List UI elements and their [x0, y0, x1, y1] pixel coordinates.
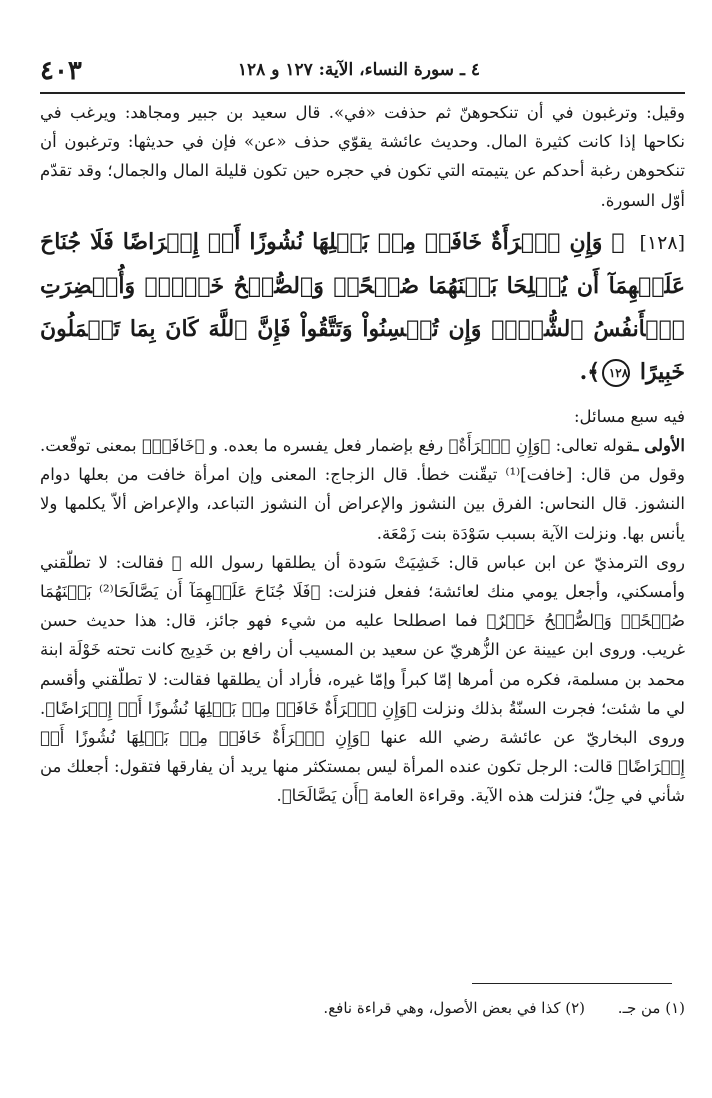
footnote-1: (١) من جـ. — [617, 999, 685, 1017]
page-number: ٤٠٣ — [40, 56, 82, 86]
footnote-divider — [472, 983, 672, 984]
verse-number: [١٢٨] — [639, 231, 685, 254]
issue-lead: الأولى ـ — [633, 436, 685, 456]
page-header — [40, 52, 685, 94]
footnote-2: (٢) كذا في بعض الأصول، وهي قراءة نافع. — [323, 999, 586, 1017]
running-title: ٤ ـ سورة النساء، الآية: ١٢٧ و ١٢٨ — [237, 60, 480, 80]
paragraph — [40, 431, 685, 548]
paragraph-text: قوله تعالى: ﴿وَإِنِ ٱمۡرَأَةٌ﴾ رفع بإضمار فعل يفسره ما بعده. و ﴿خَافَتۡ﴾ بمعنى توقّعت. وقول من قال: [خافت]⁽¹⁾ تيقّنت خطأ. قال الزجاج: المعنى وإن امرأة خافت من بعلها دوام النشوز. قال النحاس: الفرق بين النشوز والإعراض أن النشوز التباعد، والإعراض ألاّ يكلمها ولا يأنس بها. ونزلت الآية بسبب سَوْدَة بنت زَمْعَة. — [40, 436, 685, 543]
verse-text: ﴿ وَإِنِ ٱمۡرَأَةٌ خَافَتۡ مِنۢ بَعۡلِهَا نُشُوزًا أَوۡ إِعۡرَاضًا فَلَا جُنَاحَ عَلَيۡهِمَآ أَن يُصۡلِحَا بَيۡنَهُمَا صُلۡحًاۚ وَٱلصُّلۡحُ خَيۡرٌۗ وَأُحۡضِرَتِ ٱلۡأَنفُسُ ٱلشُّحَّۚ وَإِن تُحۡسِنُواْ وَتَتَّقُواْ فَإِنَّ ٱللَّهَ كَانَ بِمَا تَعۡمَلُونَ خَبِيرًا — [40, 228, 685, 385]
main-text — [40, 98, 685, 811]
ayah-end-marker: ١٢٨ — [602, 359, 630, 387]
section-intro: فيه سبع مسائل: — [573, 406, 685, 426]
quran-verse-block — [40, 221, 685, 394]
verse-close: ﴾. — [579, 358, 601, 385]
paragraph: وقيل: وترغبون في أن تنكحوهنّ ثم حذفت «في». قال سعيد بن جبير ومجاهد: ويرغب في نكاحها إذا كانت كثيرة المال. وحديث عائشة يقوّي حذف «عن» فإن في حديثها: وترغبون أن تنكحوهن رغبة أحدكم عن يتيمته التي تكون في حجره حين تكون قليلة المال والجمال؛ وقد تقدّم أوّل السورة. — [40, 103, 685, 210]
paragraph: روى الترمذيّ عن ابن عباس قال: خَشِيَتْ سَودة أن يطلقها رسول الله ﷺ فقالت: لا تطلّقني وأمسكني، وأجعل يومي منك لعائشة؛ ففعل فنزلت: ﴿فَلَا جُنَاحَ عَلَيۡهِمَآ أَن يَصَّالَحَا⁽²⁾ بَيۡنَهُمَا صُلۡحًاۚ وَٱلصُّلۡحُ خَيۡرٌ﴾ فما اصطلحا عليه من شيء فهو جائز، قال: هذا حديث حسن غريب. وروى ابن عيينة عن الزُّهريّ عن سعيد بن المسيب أن رافع بن خَدِيج كانت تحته خَوْلَة ابنة محمد بن مسلمة، فكره من أمرها إمّا كبراً وإمّا غيره، فأراد أن يطلقها فقالت: لا تطلّقني وأقسم لي ما شئت؛ فجرت السنّةُ بذلك ونزلت ﴿وَإِنِ ٱمۡرَأَةٌ خَافَتۡ مِنۢ بَعۡلِهَا نُشُوزًا أَوۡ إِعۡرَاضًا﴾. وروى البخاريّ عن عائشة رضي الله عنها ﴿وَإِنِ ٱمۡرَأَةٌ خَافَتۡ مِنۢ بَعۡلِهَا نُشُوزًا أَوۡ إِعۡرَاضًا﴾ قالت: الرجل تكون عنده المرأة ليس بمستكثر منها يريد أن يفارقها فتقول: أجعلك من شأني في حِلّ؛ فنزلت هذه الآية. وقراءة العامة ﴿أَن يَصَّالَحَا﴾. — [40, 552, 686, 806]
footnotes — [40, 996, 685, 1020]
